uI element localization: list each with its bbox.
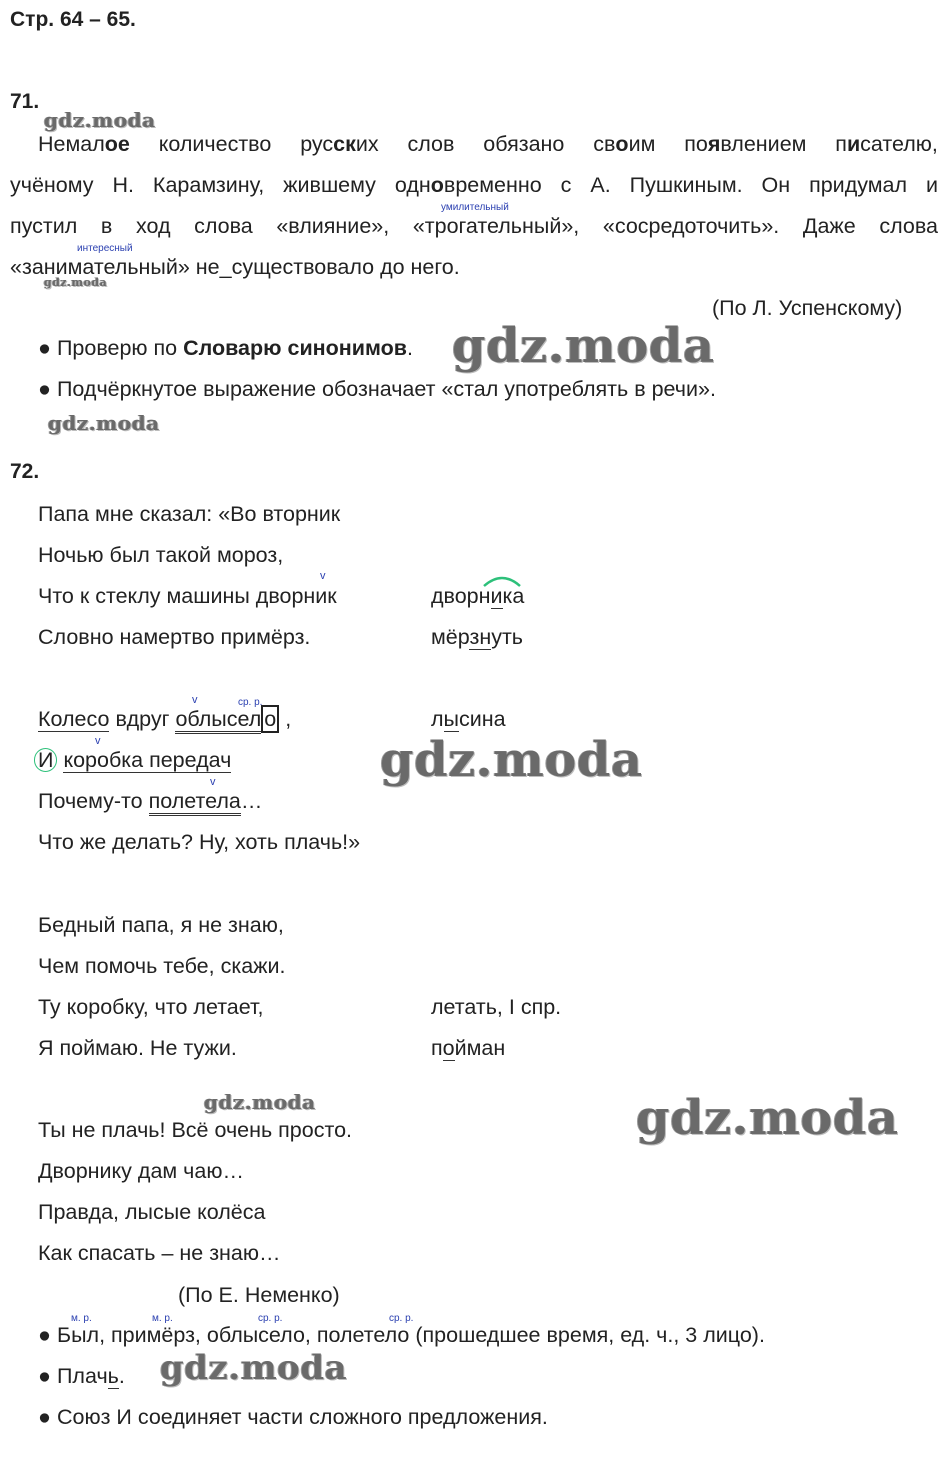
poem-line-3: Что к стеклу машины дворник [38,584,337,608]
ex71-line-3: пустил в ход слова «влияние», «трогательный», «сосредоточить». Даже слова [10,214,938,238]
stanza2-line-2: И коробка передач [34,747,231,773]
poem-line-1: Папа мне сказал: «Во вторник [38,502,341,526]
poem-line-4: Словно намертво примёрз. [38,625,311,649]
exercise-72-number: 72. [10,460,40,483]
stanza2-line-3: Почему-то полетела… [38,788,262,814]
stanza4-line-4: Как спасать – не знаю… [38,1241,281,1265]
stress-mark: v [320,570,326,582]
ex72-source: (По Е. Неменко) [178,1283,340,1307]
note-neuter-gender: ср. р. [258,1313,283,1324]
note-masculine: м. р. [71,1313,92,1324]
stress-mark: v [95,735,101,747]
stress-mark: v [210,776,216,788]
ex71-source: (По Л. Успенскому) [712,296,903,320]
ex71-line-4: «занимательный» не_существовало до него. [10,255,460,279]
watermark: gdz.moda [44,108,156,132]
stress-mark: v [192,694,198,706]
note-neuter-gender: ср. р. [238,697,263,708]
stanza2-line-1: Колесо вдруг облысел о , [38,706,291,732]
stanza4-line-1: Ты не плачь! Всё очень просто. [38,1118,352,1142]
ex72-bullet-2: ● Плачь. [38,1364,125,1388]
watermark: gdz.moda [636,1090,899,1146]
ex71-line-2: учёному Н. Карамзину, жившему одновременно с А. Пушкиным. Он придумал и [10,173,938,197]
poem-line-2: Ночью был такой мороз, [38,543,284,567]
stanza3-line-3: Ту коробку, что летает, [38,995,264,1019]
ex71-bullet-1: ● Проверю по Словарю синонимов. [38,336,413,360]
watermark: gdz.moda [204,1090,316,1114]
check-word-poiman: пойман [431,1036,506,1060]
stanza3-line-4: Я поймаю. Не тужи. [38,1036,237,1060]
check-word-lysina: лысина [431,707,506,731]
conjunction-circle: И [34,748,57,772]
ex71-bullet-2: ● Подчёркнутое выражение обозначает «стал употреблять в речи». [38,377,716,401]
exercise-71-number: 71. [10,90,40,113]
check-word-dvornika: дворника [431,584,525,608]
ex72-bullet-3: ● Союз И соединяет части сложного предложения. [38,1405,548,1429]
stanza3-line-2: Чем помочь тебе, скажи. [38,954,286,978]
watermark: gdz.moda [452,318,715,374]
stanza4-line-2: Дворнику дам чаю… [38,1159,244,1183]
watermark: gdz.moda [160,1348,348,1388]
stanza3-line-1: Бедный папа, я не знаю, [38,913,284,937]
ex72-bullet-1: ● Был, примёрз, облысело, полетело (прошедшее время, ед. ч., 3 лицо). [38,1323,765,1347]
page-header: Стр. 64 – 65. [10,8,136,31]
note-synonym-inter: интересный [77,243,133,254]
watermark: gdz.moda [44,276,108,289]
note-masculine: м. р. [152,1313,173,1324]
watermark: gdz.moda [48,411,160,435]
note-neuter-gender: ср. р. [389,1313,414,1324]
note-synonym-umil: умилительный [441,202,509,213]
stanza4-line-3: Правда, лысые колёса [38,1200,266,1224]
ex71-line-1: Немалое количество русских слов обязано своим появлением писателю, [38,132,938,156]
check-word-merznut: мёрзнуть [431,625,524,649]
check-word-letat: летать, I спр. [431,995,562,1019]
watermark: gdz.moda [380,732,643,788]
stanza2-line-4: Что же делать? Ну, хоть плачь!» [38,830,361,854]
